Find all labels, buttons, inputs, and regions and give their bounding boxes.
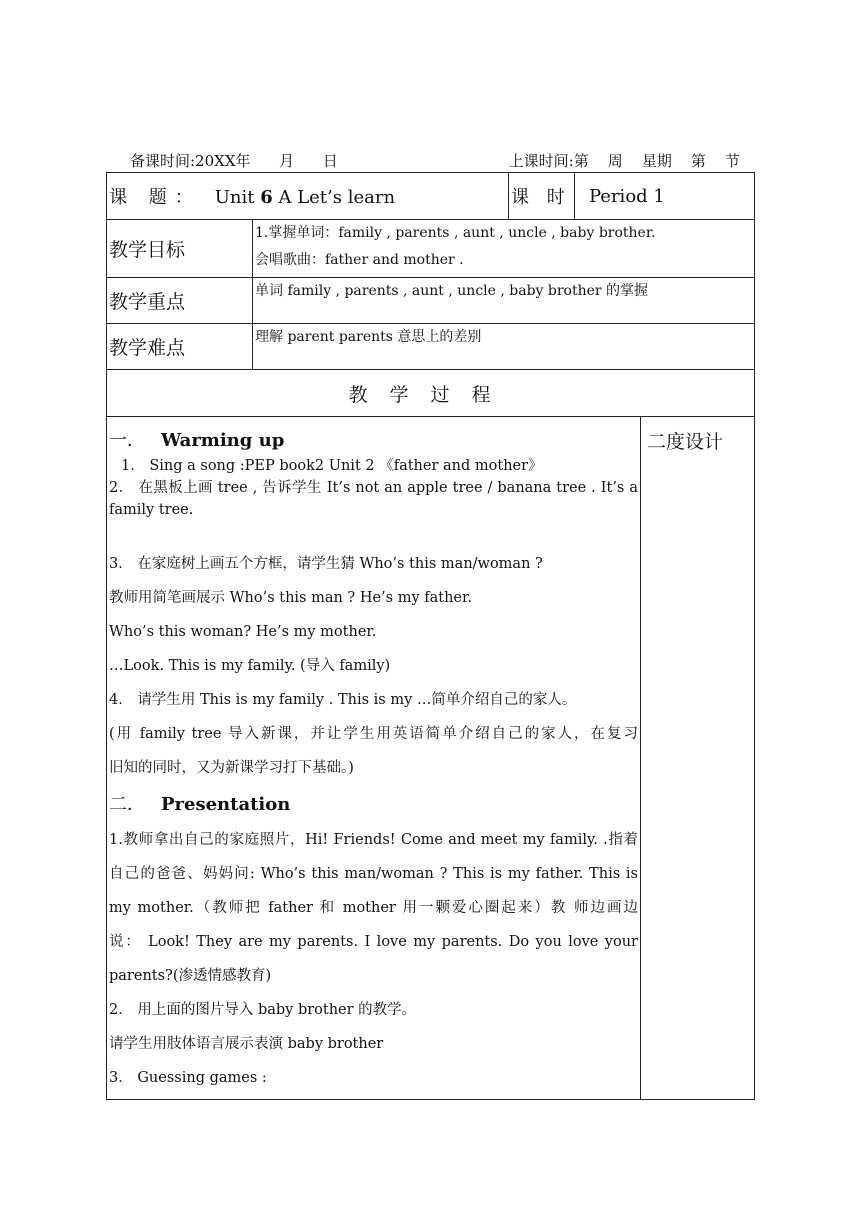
objective-1: 1.掌握单词：family , parents , aunt , uncle , baby brother.: [255, 225, 656, 241]
warming-up-title: Warming up: [161, 430, 285, 451]
presentation-line-4: 3． Guessing games :: [109, 1070, 267, 1086]
period-value: Period 1: [575, 173, 755, 220]
presentation-heading: [109, 791, 638, 819]
presentation-line-2: 2． 用上面的图片导入 baby brother 的教学。: [109, 1002, 417, 1018]
period-label: 课 时: [509, 173, 575, 220]
warming-line-5: Who’s this woman? He’s my mother.: [109, 624, 377, 640]
topic-prefix: Unit: [214, 187, 261, 208]
topic-cell: [107, 173, 509, 220]
topic-value: [215, 187, 395, 208]
objectives-cell: [253, 220, 755, 278]
second-design-cell: 二度设计: [641, 417, 755, 1100]
presentation-title: Presentation: [161, 794, 291, 815]
difficulty-text: 理解 parent parents 意思上的差别: [253, 324, 755, 370]
warming-line-2b: family tree.: [109, 502, 194, 518]
class-time: 上课时间:第 周 星期 第 节: [508, 152, 740, 170]
teaching-content: [107, 417, 641, 1100]
presentation-line-1c: my mother.（教师把 father 和 mother 用一颗爱心圈起来）教 师边画边: [109, 900, 638, 916]
prep-time: 备课时间:20XX年 月 日: [130, 152, 338, 170]
objectives-row: [107, 220, 755, 278]
objectives-label: 教学目标: [107, 220, 253, 278]
warming-up-number: 一．: [109, 430, 145, 451]
presentation-line-1b: 自己的爸爸、妈妈问: Who’s this man/woman ? This is my father. This is: [109, 866, 638, 882]
warming-line-1: 1． Sing a song :PEP book2 Unit 2 《father and mother》: [121, 458, 543, 474]
objective-2: 会唱歌曲：father and mother .: [255, 252, 464, 268]
difficulty-label: 教学难点: [107, 324, 253, 370]
warming-line-2a: 2． 在黑板上画 tree , 告诉学生 It’s not an apple tree / banana tree . It’s a: [109, 480, 638, 496]
warming-up-heading: [109, 427, 638, 455]
lesson-plan-table: [106, 172, 755, 1100]
warming-line-7: 4． 请学生用 This is my family . This is my …简单介绍自己的家人。: [109, 692, 577, 708]
process-title: 教学过程: [107, 370, 755, 417]
topic-rest: A Let’s learn: [272, 187, 396, 208]
key-points-label: 教学重点: [107, 278, 253, 324]
key-points-text: 单词 family , parents , aunt , uncle , baby brother 的掌握: [253, 278, 755, 324]
presentation-line-1a: 1.教师拿出自己的家庭照片，Hi! Friends! Come and meet my family. .指着: [109, 832, 638, 848]
key-points-row: [107, 278, 755, 324]
warming-line-8b: 旧知的同时，又为新课学习打下基础。): [109, 760, 354, 776]
topic-unit-number: 6: [260, 187, 273, 208]
presentation-line-1d: 说： Look! They are my parents. I love my parents. Do you love your: [109, 934, 638, 950]
content-row: [107, 417, 755, 1100]
warming-line-8a: (用 family tree 导入新课，并让学生用英语简单介绍自己的家人，在复习: [109, 726, 638, 742]
topic-row: [107, 173, 755, 220]
warming-line-3: 3． 在家庭树上画五个方框，请学生猜 Who’s this man/woman ?: [109, 556, 543, 572]
header-line: [130, 150, 740, 172]
topic-label: 课 题：: [109, 187, 201, 208]
warming-line-6: …Look. This is my family. (导入 family): [109, 658, 391, 674]
presentation-line-1e: parents?(渗透情感教育): [109, 968, 272, 984]
process-row: [107, 370, 755, 417]
difficulty-row: [107, 324, 755, 370]
presentation-number: 二．: [109, 794, 145, 815]
warming-line-4: 教师用简笔画展示 Who’s this man ? He’s my father.: [109, 590, 472, 606]
presentation-line-3: 请学生用肢体语言展示表演 baby brother: [109, 1036, 384, 1052]
